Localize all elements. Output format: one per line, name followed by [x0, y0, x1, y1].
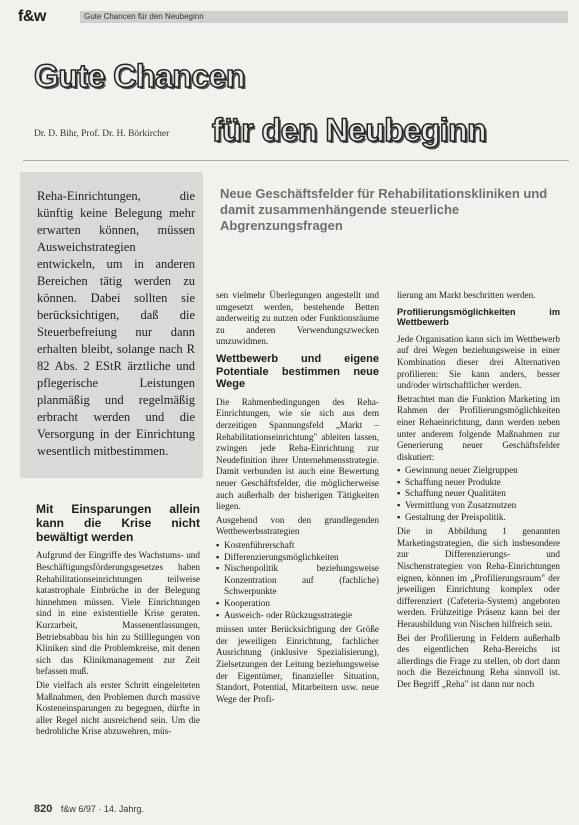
list-item: ▪ Schaffung neuer Produkte — [397, 477, 560, 489]
article-title-line-2: für den Neubeginn — [212, 112, 487, 148]
paragraph: Betrachtet man die Funktion Marketing im Rahmen der Profilierungsmöglichkeiten einer Rehaeinrichtung, dann werden neben unter anderem folgende Maßnahmen zur Generierung neuer Geschäftsfelder diskutiert: — [397, 393, 560, 462]
title-divider — [23, 160, 569, 161]
list-item: ▪ Vermittlung von Zusatznutzen — [397, 500, 560, 512]
list-item: ▪ Gewinnung neuer Zielgruppen — [397, 465, 560, 477]
list-item: ▪ Ausweich- oder Rückzugsstrategie — [216, 610, 379, 622]
list-item: ▪ Gestaltung der Preispolitik. — [397, 512, 560, 524]
paragraph: lierung am Markt beschritten werden. — [397, 290, 536, 300]
list-item: ▪ Kooperation — [216, 598, 379, 610]
column-3 — [397, 290, 560, 693]
footer-source: f&w 6/97 · 14. Jahrg. — [60, 804, 144, 814]
paragraph: Ausgehend von den grundlegenden Wettbewerbsstrategien — [216, 514, 379, 537]
list-item: ▪ Schaffung neuer Qualitäten — [397, 488, 560, 500]
list-item: ▪ Differenzierungsmöglichkeiten — [216, 552, 379, 564]
measures-list — [397, 465, 560, 523]
page-footer — [34, 803, 144, 815]
article-authors: Dr. D. Bihr, Prof. Dr. H. Börkircher — [34, 129, 170, 139]
paragraph: Die vielfach als erster Schritt eingeleiteten Maßnahmen, den Problemen durch massive Kosteneinsparungen zu begegnen, dürfte in aller Regel nicht ausreichend sein. Um die bedrohliche Krise abzuwehren, müs- — [36, 679, 200, 737]
article-subtitle: Neue Geschäftsfelder für Rehabilitationskliniken und damit zusammenhängende steuerliche Abgrenzungsfragen — [220, 186, 548, 233]
paragraph: sen vielmehr Überlegungen angestellt und umgesetzt werden, bestehende Betten anderweitig zu nutzen oder Funktionsräume zu anderen Verwendungszwecken umzuwidmen. — [216, 290, 379, 347]
list-item: ▪ Nischenpolitik beziehungsweise Konzentration auf (fachliche) Schwerpunkte — [216, 563, 379, 598]
paragraph: müssen unter Berücksichtigung der Größe der jeweiligen Einrichtung, fachlicher Ausrichtung (inklusive Spezialisierung), Zielsetzungen der Leitung beziehungsweise der Eigentümer, finanzieller Situation, Standort, Potential, Mitarbeitern usw. neue Wege der Profi- — [216, 624, 379, 704]
article-title-line-1: Gute Chancen — [34, 58, 245, 94]
list-item: ▪ Kostenführerschaft — [216, 540, 379, 552]
running-title: Gute Chancen für den Neubeginn — [84, 12, 204, 21]
paragraph: Die in Abbildung 1 genannten Marketingstrategien, die sich insbesondere zur Differenzierungs- und Nischenstrategien von Reha-Einrichtungen eignen, können im „Profilierungsraum" der jeweiligen Einrichtung komplex oder differenziert (Cafeteria-System) angeboten werden. Frühzeitige Präsenz kann bei der Herausbildung von Nischen hilfreich sein. — [397, 526, 560, 629]
intro-text: Reha-Einrichtungen, die künftig keine Belegung mehr erwarten können, müssen Ausweichstrategien entwickeln, um in anderen Bereichen tätig werden zu können. Dabei sollten sie berücksichtigen, daß die Steuerbefreiung nur dann erhalten bleibt, solange nach R 82 Abs. 2 EStR ärztliche und pflegerische Leistungen planmäßig und regelmäßig erbracht werden und die Versorgung in der Einrichtung wesentlich mitbestimmen. — [37, 189, 195, 458]
running-header — [80, 11, 568, 23]
paragraph: Jede Organisation kann sich im Wettbewerb auf drei Wegen beziehungsweise in einer Kombination dieser drei Alternativen profilieren: Sie kann anders, besser und/oder wirtschaftlicher werden. — [397, 333, 560, 391]
journal-logo: f&w — [18, 8, 46, 25]
section-heading-crisis: Mit Einsparungen allein kann die Krise nicht bewältigt werden — [36, 502, 200, 544]
paragraph: Aufgrund der Eingriffe des Wachstums- und Beschäftigungsförderungsgesetzes haben Rehabilitationseinrichtungen teilweise katastrophale Einbrüche in der Belegung hinnehmen müssen. Viele Einrichtungen sind in eine existentielle Krise geraten. Kurzarbeit, Massenentlassungen, Betriebsabbau bis hin zu Stilllegungen von Kliniken sind die Problemkreise, mit denen sich das Klinikmanagement zur Zeit befassen muß. — [36, 550, 200, 677]
paragraph: Bei der Profilierung in Feldern außerhalb des eigentlichen Reha-Bereichs ist allerdings die Frage zu stellen, ob dort dann noch die Bezeichnung Reha sinnvoll ist. Der Begriff „Reha" ist dann nur noch — [397, 632, 560, 689]
page-number: 820 — [34, 803, 53, 815]
column-1 — [36, 498, 200, 740]
strategy-list — [216, 540, 379, 621]
section-heading-profiling: Profilierungsmöglichkeiten im Wettbewerb — [397, 306, 560, 328]
column-2 — [216, 290, 379, 707]
section-heading-competition: Wettbewerb und eigene Potentiale bestimmen neue Wege — [216, 352, 379, 391]
paragraph: Die Rahmenbedingungen des Reha-Einrichtungen, wie sie sich aus dem derzeitigen Spannungsfeld „Markt – Rehabilitationseinrichtung" ableiten lassen, zwingen jede Reha-Einrichtung zur Neudefinition ihrer Unternehmensstrategie. Damit verbunden ist auch eine Bewertung neuer Geschäftsfelder, die möglicherweise auch außerhalb der bisherigen Tätigkeiten liegen. — [216, 396, 379, 512]
